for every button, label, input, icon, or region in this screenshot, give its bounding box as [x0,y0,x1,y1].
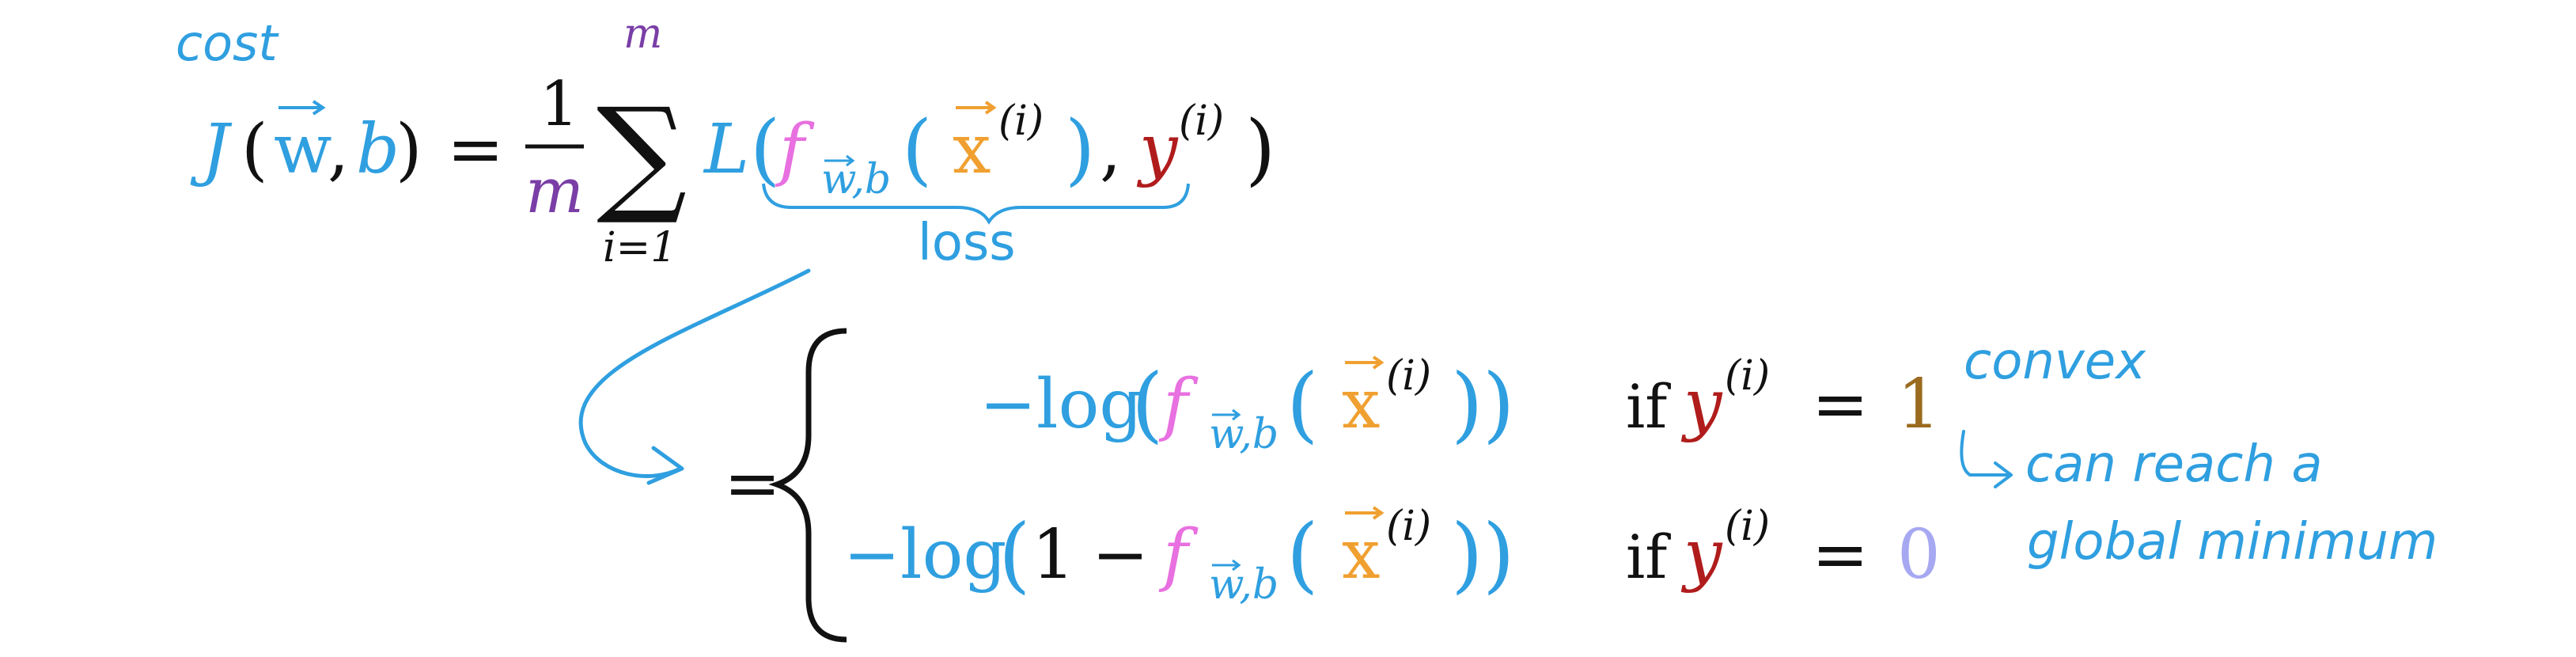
row2-model-f: f [1163,515,1188,594]
row1-feature-x: x [1342,365,1381,444]
row2-cond-equals: = [1812,515,1869,594]
cases-brace [777,331,847,640]
cost-comma: , [328,110,350,189]
row2-minus: − [1092,515,1150,594]
cost-bias-b: b [356,110,400,189]
row2-if: if [1626,522,1668,592]
sum-lower-limit: i=1 [603,224,677,272]
row2-one: 1 [1032,515,1075,594]
row2-neg-log: −log [843,515,1007,594]
row1-if: if [1626,371,1668,442]
row2-cond-value: 0 [1897,515,1941,594]
model-subscript-wb: w,b [821,156,892,203]
row1-superscript-i: (i) [1386,352,1432,400]
row1-model-f: f [1163,365,1188,444]
row1-model-close-paren: ) [1451,355,1483,452]
row1-close-paren: ) [1483,355,1515,452]
hook-arrow-icon [1961,431,2011,487]
model-open-paren: ( [902,104,933,195]
sum-symbol: ∑ [597,80,688,228]
loss-arg-comma: , [1100,110,1122,189]
loss-symbol-L: L [704,110,750,189]
loss-annotation: loss [918,214,1016,272]
row1-cond-equals: = [1812,365,1869,444]
cost-annotation: cost [176,14,278,72]
row2-subscript-wb: w,b [1209,561,1279,609]
loss-open-paren: ( [750,104,781,195]
cost-equals: = [447,110,505,189]
row1-label-y: y [1684,365,1722,444]
feature-superscript-i: (i) [998,97,1044,145]
cost-weight-w: w [274,110,332,189]
fraction-denominator: m [525,156,584,227]
reach-annotation-line1: can reach a [2025,435,2323,494]
cost-symbol-J: J [202,110,229,189]
fraction-numerator: 1 [540,69,579,140]
label-superscript-i: (i) [1179,97,1225,145]
model-f: f [779,110,805,189]
row1-neg-log: −log [979,365,1143,444]
label-y: y [1139,110,1178,189]
row2-model-open-paren: ( [1286,506,1319,602]
convex-annotation: convex [1964,332,2146,391]
cost-close-paren: ) [396,110,422,189]
row2-label-y: y [1684,515,1722,594]
row1-subscript-wb: w,b [1209,411,1279,458]
row2-superscript-i: (i) [1386,503,1432,550]
row1-label-superscript: (i) [1725,352,1771,400]
row2-open-paren: ( [998,506,1031,602]
row2-feature-x: x [1342,515,1381,594]
row1-model-open-paren: ( [1286,355,1319,452]
sum-upper-limit: m [623,10,663,58]
feature-x: x [953,110,991,189]
row2-close-paren: ) [1483,506,1515,602]
cost-open-paren: ( [241,110,268,189]
row2-label-superscript: (i) [1725,503,1771,550]
row2-model-close-paren: ) [1451,506,1483,602]
row1-cond-value: 1 [1897,365,1941,444]
loss-close-paren: ) [1245,104,1276,195]
reach-annotation-line2: global minimum [2027,513,2438,572]
model-close-paren: ) [1065,104,1096,195]
row1-open-paren: ( [1131,355,1164,452]
cases-equals: = [724,444,782,523]
